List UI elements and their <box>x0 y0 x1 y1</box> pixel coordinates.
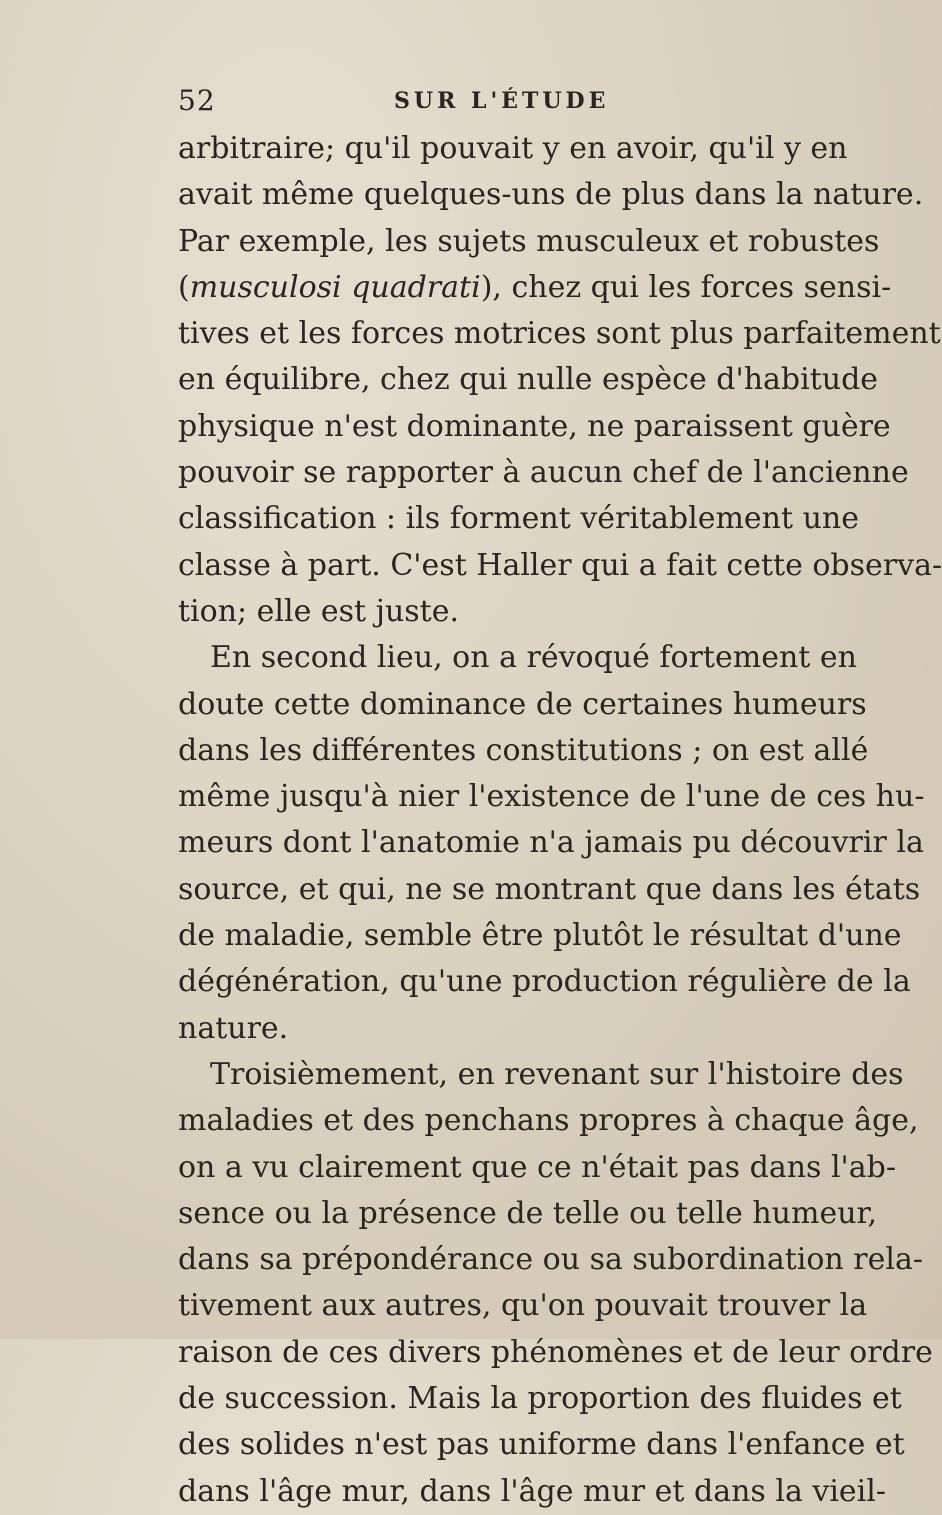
text-line: dégénération, qu'une production régulière de la <box>178 964 911 1000</box>
text-line: meurs dont l'anatomie n'a jamais pu découvrir la <box>178 825 924 861</box>
text-line: raison de ces divers phénomènes et de leur ordre <box>178 1334 933 1370</box>
text-line: Par exemple, les sujets musculeux et robustes <box>178 223 880 259</box>
text-line: nature. <box>178 1010 289 1046</box>
text-line: maladies et des penchans propres à chaque âge, <box>178 1103 919 1139</box>
text-line: pouvoir se rapporter à aucun chef de l'ancienne <box>178 455 909 491</box>
text-line: tion; elle est juste. <box>178 593 460 629</box>
text-line: classification : ils forment véritablement une <box>178 501 859 537</box>
text-line: dans l'âge mur, dans l'âge mur et dans la vieil- <box>178 1473 886 1509</box>
latin-term: musculosi quadrati <box>189 269 481 305</box>
text-line: de succession. Mais la proportion des fluides et <box>178 1381 902 1417</box>
text-line: classe à part. C'est Haller qui a fait cette observa- <box>178 547 942 583</box>
text-line: dans les différentes constitutions ; on est allé <box>178 732 869 768</box>
text-line: En second lieu, on a révoqué fortement en <box>210 640 857 676</box>
text-line: tivement aux autres, qu'on pouvait trouver la <box>178 1288 868 1324</box>
text-line: des solides n'est pas uniforme dans l'enfance et <box>178 1427 905 1463</box>
text-line: sence ou la présence de telle ou telle humeur, <box>178 1195 878 1231</box>
text-line: doute cette dominance de certaines humeurs <box>178 686 867 722</box>
text-line: tives et les forces motrices sont plus parfaitement <box>178 316 941 352</box>
text-line: même jusqu'à nier l'existence de l'une de ces hu- <box>178 779 925 815</box>
text-line: avait même quelques-uns de plus dans la nature. <box>178 177 924 213</box>
text-line: arbitraire; qu'il pouvait y en avoir, qu'il y en <box>178 131 848 166</box>
text-line: Troisièmement, en revenant sur l'histoire des <box>210 1056 904 1092</box>
running-title: SUR L'ÉTUDE <box>394 88 610 114</box>
text-line: de maladie, semble être plutôt le résultat d'une <box>178 918 902 954</box>
text-line: on a vu clairement que ce n'était pas dans l'ab- <box>178 1149 897 1185</box>
text-line: source, et qui, ne se montrant que dans les états <box>178 871 921 907</box>
text-line: dans sa prépondérance ou sa subordination rela- <box>178 1242 923 1278</box>
body-text <box>178 126 942 1515</box>
page-number: 52 <box>178 84 216 117</box>
page-header <box>178 84 738 124</box>
text-line: en équilibre, chez qui nulle espèce d'habitude <box>178 362 879 398</box>
text-line: physique n'est dominante, ne paraissent guère <box>178 408 891 444</box>
text-line: (musculosi quadrati), chez qui les forces sensi- <box>178 269 892 305</box>
